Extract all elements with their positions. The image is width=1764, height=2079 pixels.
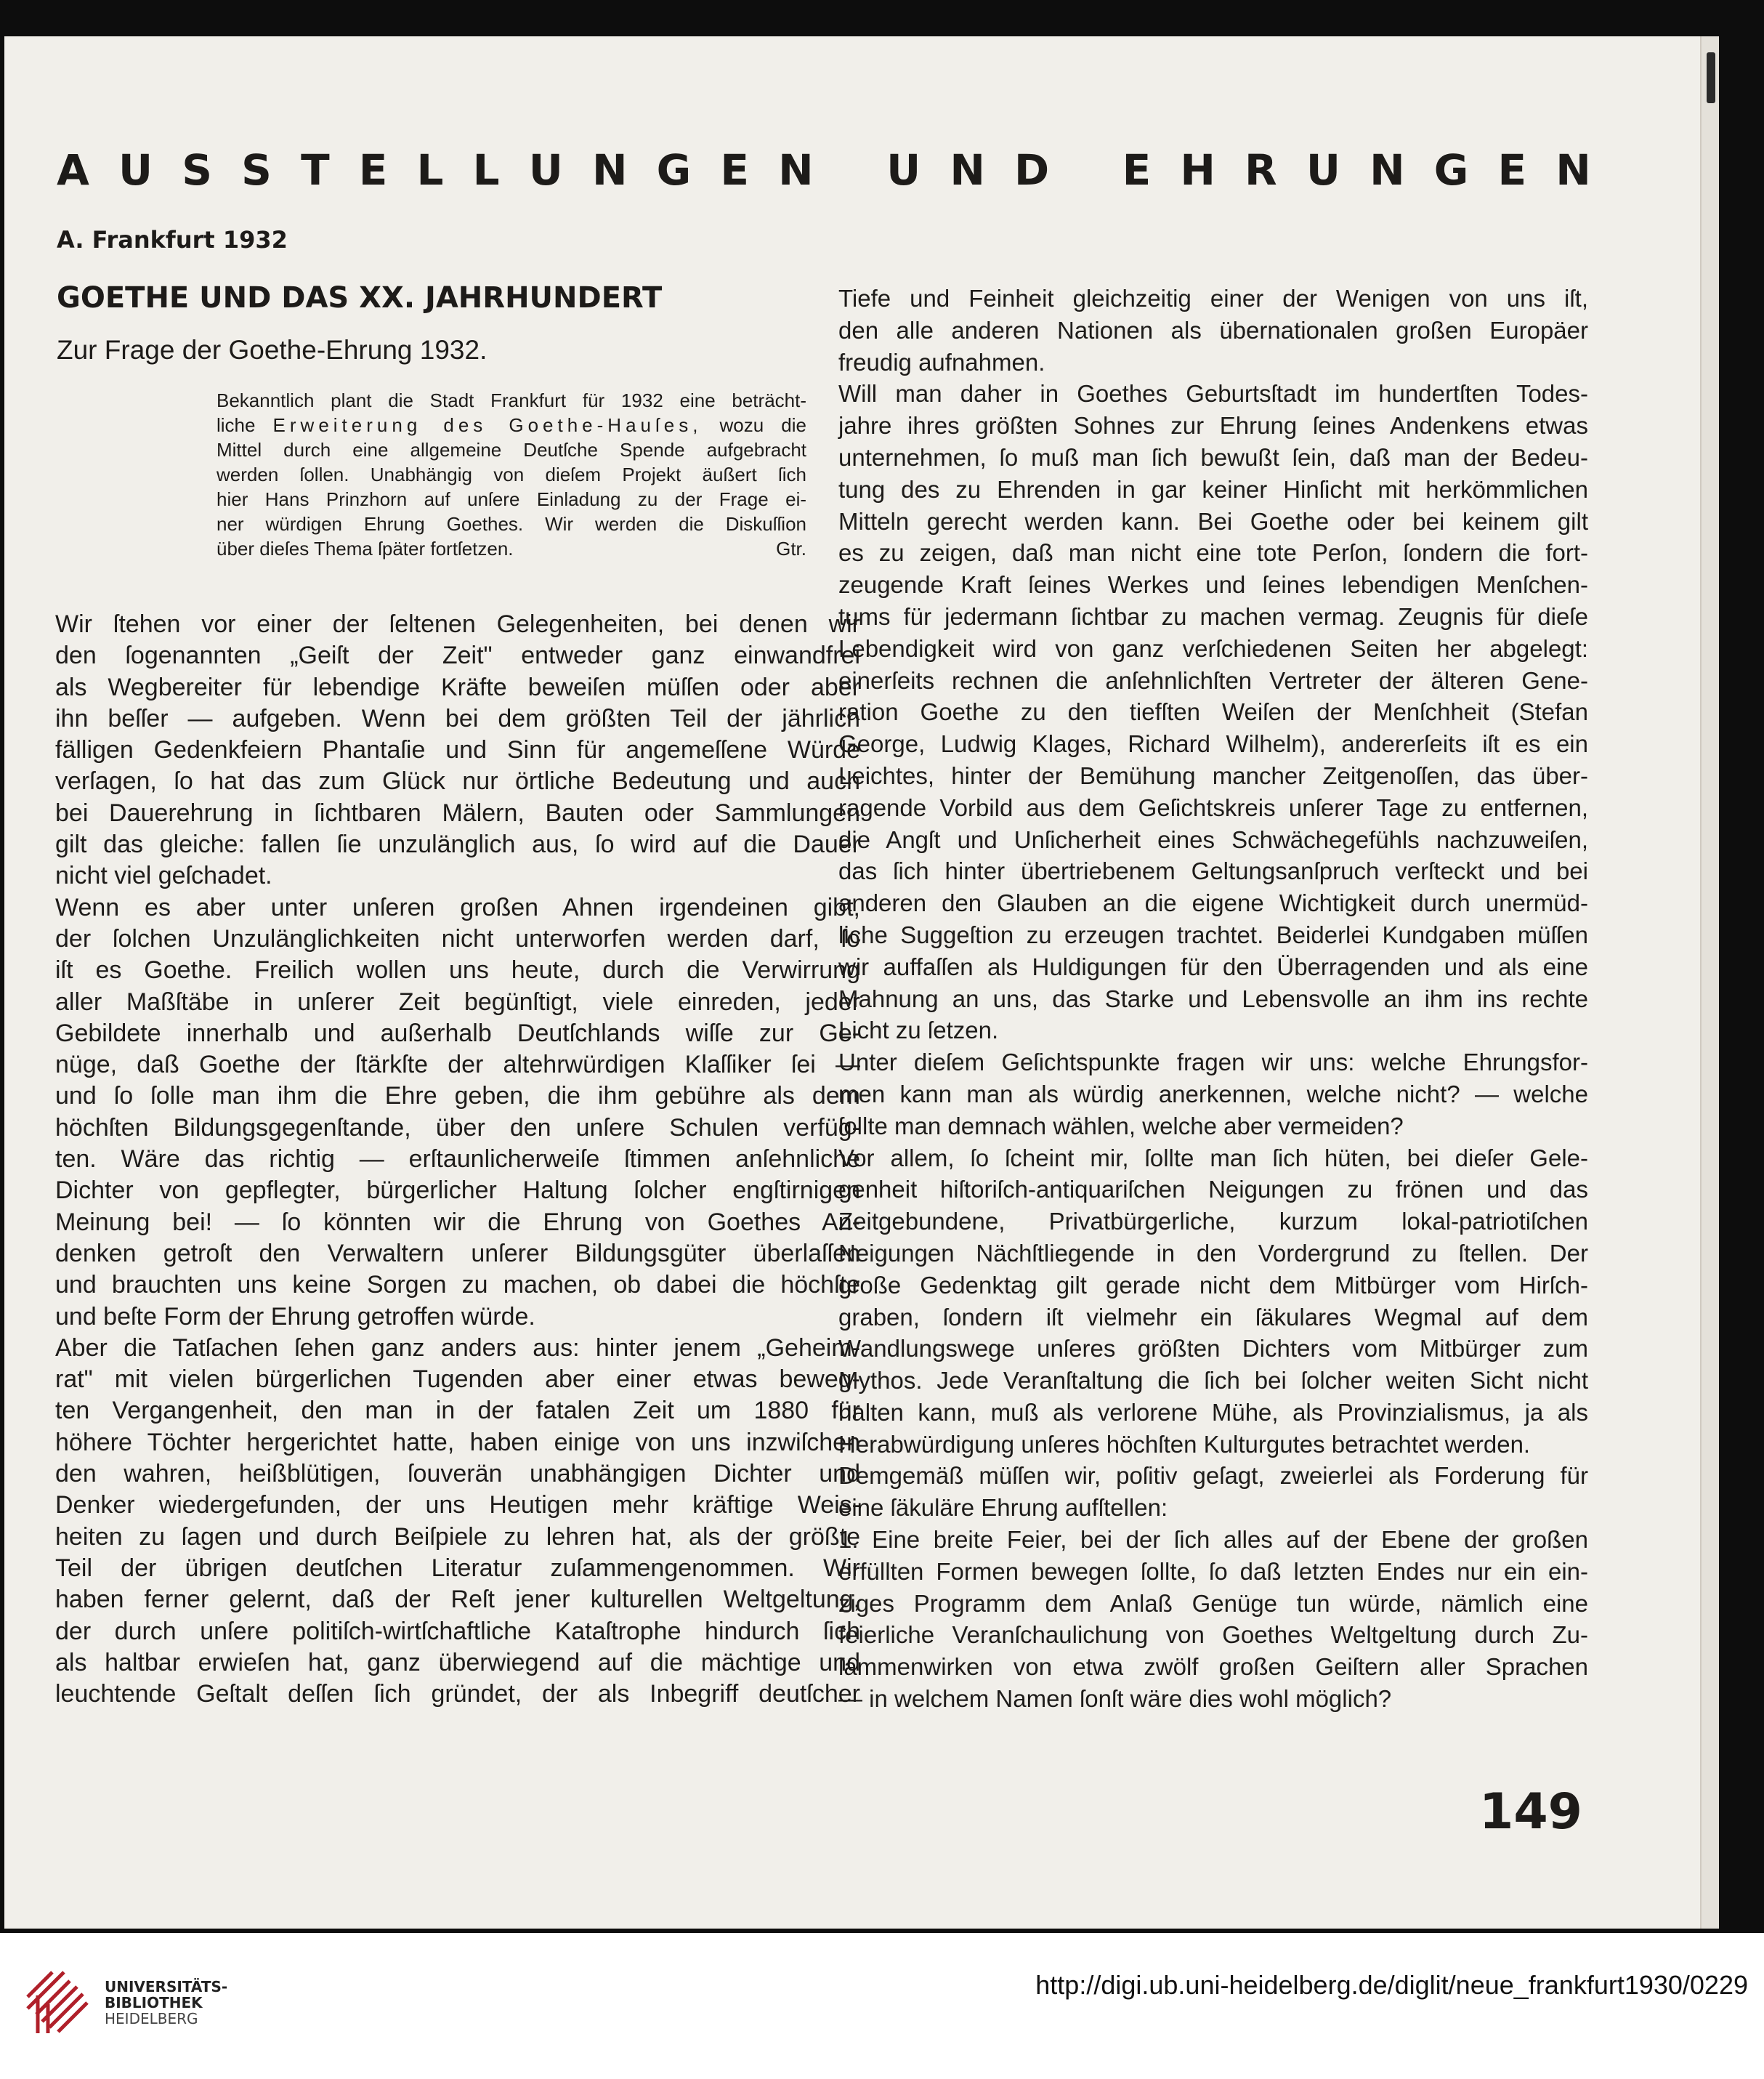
note-line — [217, 536, 806, 561]
text-line: höchſten Bildungsgegenſtande, über den unſere Schulen verfüg- — [55, 1113, 860, 1142]
text-line: Mitteln gerecht werden kann. Bei Goethe oder bei keinem gilt — [838, 507, 1588, 535]
heading-letter: N — [1555, 145, 1591, 195]
source-url-link[interactable]: http://digi.ub.uni-heidelberg.de/diglit/neue_frankfurt1930/0229 — [1035, 1970, 1748, 2000]
heading-letter: N — [1369, 145, 1405, 195]
note-line: ner würdigen Ehrung Goethes. Wir werden die Diskuſſion — [217, 513, 806, 535]
text-line: bei Dauerehrung in ſichtbaren Mälern, Bauten oder Sammlungen — [55, 799, 860, 827]
heading-gap — [843, 140, 857, 201]
text-line: 1. Eine breite Feier, bei der ſich alles auf der Ebene der großen — [838, 1526, 1588, 1554]
heading-gap — [1078, 140, 1093, 201]
text-line: rat" mit vielen bürgerlichen Tugenden aber einer etwas beweg- — [55, 1365, 860, 1394]
library-emblem-icon — [22, 1966, 94, 2039]
library-name — [105, 1979, 227, 2027]
text-line: genheit hiſtoriſch-antiquariſchen Neigungen zu frönen und das — [838, 1176, 1588, 1203]
text-line: ſammenwirken von etwa zwölf großen Geiſtern aller Sprachen — [838, 1653, 1588, 1681]
heading-letter: N — [778, 145, 814, 195]
text-line: große Gedenktag gilt gerade nicht dem Mitbürger vom Hirſch- — [838, 1271, 1588, 1299]
note-line: hier Hans Prinzhorn auf unſere Einladung zu der Frage ei- — [217, 488, 806, 510]
heading-letter: U — [886, 145, 921, 195]
note-text: liche — [217, 414, 273, 436]
text-line: George, Ludwig Klages, Richard Wilhelm), andererſeits iſt es ein — [838, 730, 1588, 758]
text-line: Herabwürdigung unſeres höchſten Kulturgutes betrachtet werden. — [838, 1430, 1531, 1458]
text-line: Lebendigkeit wird von ganz verſchiedenen Seiten her abgelegt: — [838, 634, 1588, 662]
text-line: Dichter von gepflegter, bürgerlicher Haltung ſolcher engſtirnigen — [55, 1176, 860, 1205]
text-line: Aber die Tatſachen ſehen ganz anders aus: hinter jenem „Geheim- — [55, 1333, 860, 1362]
heading-letter: G — [656, 145, 692, 195]
section-label: A. Frankfurt 1932 — [57, 226, 288, 254]
text-line: das ſich hinter übertriebenem Geltungsanſpruch verſteckt und bei — [838, 857, 1588, 885]
text-line: Mahnung an uns, das Starke und Lebensvolle an ihm ins rechte — [838, 985, 1588, 1012]
library-name-line: HEIDELBERG — [105, 2010, 198, 2027]
text-line: Denker wiedergefunden, der uns Heutigen mehr kräftige Weis- — [55, 1491, 860, 1519]
text-line: wir auffaſſen als Huldigungen für den Überragenden und als eine — [838, 953, 1588, 980]
note-text: über dieſes Thema ſpäter fortſetzen. — [217, 538, 514, 560]
text-line: fälligen Gedenkfeiern Phantaſie und Sinn für angemeſſene Würde — [55, 736, 860, 764]
heading-letter: U — [1306, 145, 1340, 195]
heading-letter: E — [720, 145, 749, 195]
text-line: Wandlungswege unſeres größten Dichters vom Mitbürger zum — [838, 1335, 1588, 1363]
heading-letter: A — [57, 145, 89, 195]
heading-letter: E — [1497, 145, 1527, 195]
note-signature: Gtr. — [776, 538, 806, 560]
note-line: Bekanntlich plant die Stadt Frankfurt für 1932 eine beträcht- — [217, 389, 806, 411]
note-emphasis: Erweiterung des Goethe-Hauſes, — [272, 414, 703, 436]
text-line: Unter dieſem Geſichtspunkte fragen wir uns: welche Ehrungsfor- — [838, 1049, 1588, 1076]
text-line: Wir ſtehen vor einer der ſeltenen Gelegenheiten, bei denen wir — [55, 610, 860, 638]
text-line: tung des zu Ehrenden in gar keiner Hinſicht mit herkömmlichen — [838, 475, 1588, 503]
text-line: zeugende Kraft ſeines Werkes und ſeines lebendigen Menſchen- — [838, 571, 1588, 599]
text-line: erfüllten Formen bewegen ſollte, ſo daß letzten Endes nur ein ein- — [838, 1557, 1588, 1585]
text-line: den wahren, heißblütigen, ſouverän unabhängigen Dichter und — [55, 1460, 860, 1488]
heading-letter: D — [1014, 145, 1050, 195]
text-line: heiten zu ſagen und durch Beiſpiele zu lehren hat, als der größte — [55, 1522, 860, 1551]
text-line: anderen den Glauben an die eigene Wichtigkeit durch unermüd- — [838, 889, 1588, 917]
note-line — [217, 413, 806, 437]
text-line: den ſogenannten „Geiſt der Zeit" entweder ganz einwandfrei — [55, 642, 860, 670]
text-line: Neigungen Nächſtliegende in den Vordergrund zu ſtellen. Der — [838, 1239, 1588, 1267]
text-line: Teil der übrigen deutſchen Literatur zuſammengenommen. Wir — [55, 1554, 860, 1582]
heading-letter: S — [182, 145, 213, 195]
library-name-line: BIBLIOTHEK — [105, 1994, 203, 2011]
text-line: feierliche Veranſchaulichung von Goethes Weltgeltung durch Zu- — [838, 1621, 1588, 1649]
text-line: men kann man als würdig anerkennen, welche nicht? — welche — [838, 1080, 1588, 1107]
text-line: liche Suggeſtion zu erzeugen trachtet. Beiderlei Kundgaben müſſen — [838, 921, 1588, 948]
heading-letter: E — [358, 145, 388, 195]
text-line: nicht viel geſchadet. — [55, 862, 272, 890]
main-heading — [57, 140, 1591, 201]
text-column-left — [55, 609, 860, 1710]
text-line: verſagen, ſo hat das zum Glück nur örtliche Bedeutung und auch — [55, 767, 860, 796]
text-line: halten kann, muß als verlorene Mühe, als Provinzialismus, ja als — [838, 1398, 1588, 1426]
heading-letter: T — [301, 145, 330, 195]
text-line: und ſo ſolle man ihm die Ehre geben, die ihm gebühre als dem — [55, 1082, 860, 1110]
heading-letter: L — [416, 145, 444, 195]
text-line: ration Goethe zu den tiefſten Weiſen der Menſchheit (Stefan — [838, 698, 1588, 726]
text-line: unternehmen, ſo muß man ſich bewußt ſein, daß man der Bedeu- — [838, 443, 1588, 471]
text-line: ten. Wäre das richtig — erſtaunlicherweiſe ſtimmen anſehnliche — [55, 1145, 860, 1174]
text-line: und brauchten uns keine Sorgen zu machen, ob dabei die höchſte — [55, 1271, 860, 1299]
text-line: graben, ſondern iſt vielmehr ein ſäkulares Wegmal auf dem — [838, 1303, 1588, 1331]
text-line: Licht zu ſetzen. — [838, 1017, 999, 1044]
article-title: GOETHE UND DAS XX. JAHRHUNDERT — [57, 281, 663, 315]
text-line: den alle anderen Nationen als übernationalen großen Europäer — [838, 316, 1588, 344]
text-line: Meinung bei! — ſo könnten wir die Ehrung von Goethes An- — [55, 1208, 860, 1236]
heading-letter: L — [472, 145, 500, 195]
text-line: einerſeits rechnen die anſehnlichſten Vertreter der älteren Gene- — [838, 666, 1588, 694]
text-line: ihn beſſer — aufgeben. Wenn bei dem größten Teil der jährlich — [55, 704, 860, 732]
text-line: nüge, daß Goethe der ſtärkſte der altehrwürdigen Klaſſiker ſei — — [55, 1051, 860, 1079]
text-line: als haltbar erwieſen hat, ganz überwiegend auf die mächtige und — [55, 1648, 860, 1676]
text-line: iſt es Goethe. Freilich wollen uns heute, durch die Verwirrung — [55, 956, 860, 985]
text-line: Tiefe und Feinheit gleichzeitig einer der Wenigen von uns iſt, — [838, 285, 1588, 312]
text-line: denken getroſt den Verwaltern unſerer Bildungsgüter überlaſſen — [55, 1239, 860, 1267]
text-line: der ſolchen Unzulänglichkeiten nicht unterworfen werden darf, ſo — [55, 924, 860, 953]
page-number: 149 — [1479, 1783, 1582, 1841]
editorial-note — [217, 388, 806, 561]
text-line: aller Maßſtäbe in unſerer Zeit begünſtigt, viele einreden, jeder — [55, 988, 860, 1016]
text-line: Zeitgebundene, Privatbürgerliche, kurzum lokal-patriotiſchen — [838, 1208, 1588, 1235]
heading-letter: G — [1433, 145, 1469, 195]
text-line: ten Vergangenheit, den man in der fatalen Zeit um 1880 für — [55, 1397, 860, 1425]
note-text: wozu die — [702, 414, 806, 436]
heading-letter: E — [1122, 145, 1152, 195]
text-line: Vor allem, ſo ſcheint mir, ſollte man ſich hüten, bei dieſer Gele- — [838, 1144, 1588, 1171]
heading-letter: S — [241, 145, 272, 195]
heading-letter: N — [591, 145, 628, 195]
heading-letter: U — [118, 145, 153, 195]
text-line: jahre ihres größten Sohnes zur Ehrung ſeines Andenkens etwas — [838, 412, 1588, 440]
text-line: haben ferner gelernt, daß der Reſt jener kulturellen Weltgeltung, — [55, 1586, 860, 1614]
text-line: Mythos. Jede Veranſtaltung die ſich bei ſolcher weiten Sicht nicht — [838, 1367, 1588, 1394]
text-line: ſollte man demnach wählen, welche aber vermeiden? — [838, 1112, 1404, 1139]
note-line: Mittel durch eine allgemeine Deutſche Spende aufgebracht — [217, 439, 806, 461]
text-line: — in welchem Namen ſonſt wäre dies wohl möglich? — [838, 1685, 1392, 1713]
text-line: gilt das gleiche: fallen ſie unzulänglich aus, ſo wird auf die Dauer — [55, 831, 860, 859]
text-line: eine ſäkuläre Ehrung aufſtellen: — [838, 1494, 1168, 1522]
text-line: und beſte Form der Ehrung getroffen würde. — [55, 1302, 535, 1331]
text-line: freudig aufnahmen. — [838, 348, 1045, 376]
heading-letter: N — [950, 145, 985, 195]
text-column-right — [838, 283, 1588, 1715]
note-line: werden ſollen. Unabhängig von dieſem Projekt äußert ſich — [217, 464, 806, 485]
text-line: als Wegbereiter für lebendige Kräfte beweiſen müſſen oder aber — [55, 673, 860, 701]
heading-letter: H — [1180, 145, 1215, 195]
article-subtitle: Zur Frage der Goethe-Ehrung 1932. — [57, 335, 487, 365]
library-name-line: UNIVERSITÄTS- — [105, 1978, 228, 1995]
text-line: Gebildete innerhalb und außerhalb Deutſchlands wiſſe zur Ge- — [55, 1019, 860, 1047]
text-line: es zu zeigen, daß man nicht eine tote Perſon, ſondern die fort- — [838, 539, 1588, 567]
text-line: Demgemäß müſſen wir, poſitiv geſagt, zweierlei als Forderung für — [838, 1462, 1588, 1490]
text-line: die Angſt und Unſicherheit eines Schwächegefühls nachzuweiſen, — [838, 825, 1588, 853]
heading-letter: U — [528, 145, 563, 195]
text-line: tums für jedermann ſichtbar zu machen vermag. Zeugnis für dieſe — [838, 602, 1588, 630]
text-line: höhere Töchter hergerichtet hatte, haben einige von uns inzwiſchen — [55, 1428, 860, 1456]
text-line: Leichtes, hinter der Bemühung mancher Zeitgenoſſen, das über- — [838, 762, 1588, 789]
text-line: ziges Programm dem Anlaß Genüge tun würde, nämlich eine — [838, 1589, 1588, 1617]
text-line: Wenn es aber unter unſeren großen Ahnen irgendeinen gibt, — [55, 893, 860, 921]
text-line: leuchtende Geſtalt deſſen ſich gründet, der als Inbegriff deutſcher — [55, 1680, 860, 1708]
text-line: ragende Vorbild aus dem Geſichtskreis unſerer Tage zu entfernen, — [838, 794, 1588, 821]
heading-letter: R — [1245, 145, 1277, 195]
text-line: der durch unſere politiſch-wirtſchaftliche Kataſtrophe hindurch ſich — [55, 1617, 860, 1645]
library-logo — [22, 1966, 227, 2039]
text-line: Will man daher in Goethes Geburtsſtadt im hundertſten Todes- — [838, 380, 1588, 408]
